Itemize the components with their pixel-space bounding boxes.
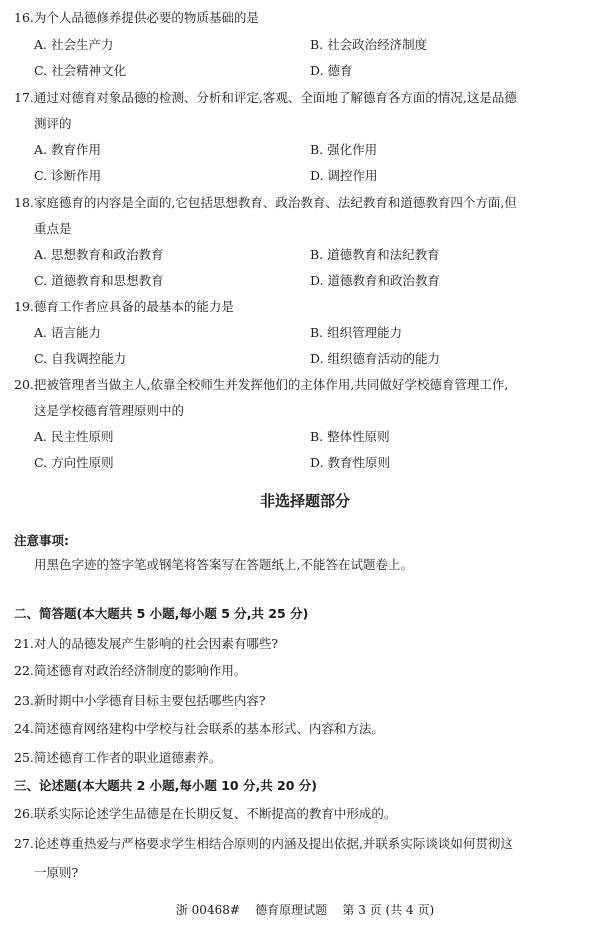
- section-title: 非选择题部分: [259, 492, 350, 510]
- question-27: 27.论述尊重热爱与严格要求学生相结合原则的内涵及提出依据,并联系实际谈谈如何贯彻这: [14, 836, 513, 851]
- q17-option-b: B. 强化作用: [310, 142, 378, 157]
- q18-option-a: A. 思想教育和政治教育: [34, 247, 164, 262]
- page-footer: 浙 00468# 德育原理试题 第 3 页 (共 4 页): [175, 903, 435, 917]
- q18-option-d: D. 道德教育和政治教育: [310, 273, 441, 288]
- notice-heading: 注意事项:: [14, 533, 69, 548]
- q19-option-a: A. 语言能力: [34, 325, 101, 340]
- question-20-stem-cont: 这是学校德育管理原则中的: [34, 403, 185, 418]
- question-26: 26.联系实际论述学生品德是在长期反复、不断提高的教育中形成的。: [14, 806, 397, 821]
- q19-option-d: D. 组织德育活动的能力: [310, 351, 441, 366]
- notice-text: 用黑色字迹的签字笔或钢笔将答案写在答题纸上,不能答在试题卷上。: [34, 557, 413, 572]
- q19-option-c: C. 自我调控能力: [34, 351, 127, 366]
- q20-option-a: A. 民主性原则: [34, 429, 114, 444]
- q17-option-d: D. 调控作用: [310, 168, 378, 183]
- q16-option-b: B. 社会政治经济制度: [310, 37, 428, 52]
- question-22: 22.简述德育对政治经济制度的影响作用。: [14, 663, 247, 678]
- question-21: 21.对人的品德发展产生影响的社会因素有哪些?: [14, 636, 279, 651]
- question-19-stem: 19.德育工作者应具备的最基本的能力是: [14, 299, 234, 314]
- q16-option-c: C. 社会精神文化: [34, 63, 127, 78]
- question-23: 23.新时期中小学德育目标主要包括哪些内容?: [14, 693, 266, 708]
- q20-option-d: D. 教育性原则: [310, 455, 391, 470]
- question-17-stem-cont: 测评的: [34, 116, 72, 131]
- q16-option-d: D. 德育: [310, 63, 353, 78]
- question-24: 24.简述德育网络建构中学校与社会联系的基本形式、内容和方法。: [14, 721, 384, 736]
- question-16-stem: 16.为个人品德修养提供必要的物质基础的是: [14, 10, 259, 25]
- question-25: 25.简述德育工作者的职业道德素养。: [14, 750, 222, 765]
- question-18-stem: 18.家庭德育的内容是全面的,它包括思想教育、政治教育、法纪教育和道德教育四个方面,但: [14, 195, 517, 210]
- q17-option-a: A. 教育作用: [34, 142, 101, 157]
- question-27-cont: 一原则?: [34, 865, 79, 880]
- question-17-stem: 17.通过对德育对象品德的检测、分析和评定,客观、全面地了解德育各方面的情况,这是品德: [14, 90, 517, 105]
- q20-option-c: C. 方向性原则: [34, 455, 114, 470]
- essay-heading: 三、论述题(本大题共 2 小题,每小题 10 分,共 20 分): [14, 778, 318, 793]
- question-18-stem-cont: 重点是: [34, 221, 72, 236]
- short-answer-heading: 二、简答题(本大题共 5 小题,每小题 5 分,共 25 分): [14, 606, 309, 621]
- q20-option-b: B. 整体性原则: [310, 429, 390, 444]
- q18-option-b: B. 道德教育和法纪教育: [310, 247, 440, 262]
- question-20-stem: 20.把被管理者当做主人,依靠全校师生并发挥他们的主体作用,共同做好学校德育管理工作,: [14, 377, 509, 392]
- q17-option-c: C. 诊断作用: [34, 168, 102, 183]
- q19-option-b: B. 组织管理能力: [310, 325, 403, 340]
- q18-option-c: C. 道德教育和思想教育: [34, 273, 164, 288]
- q16-option-a: A. 社会生产力: [34, 37, 114, 52]
